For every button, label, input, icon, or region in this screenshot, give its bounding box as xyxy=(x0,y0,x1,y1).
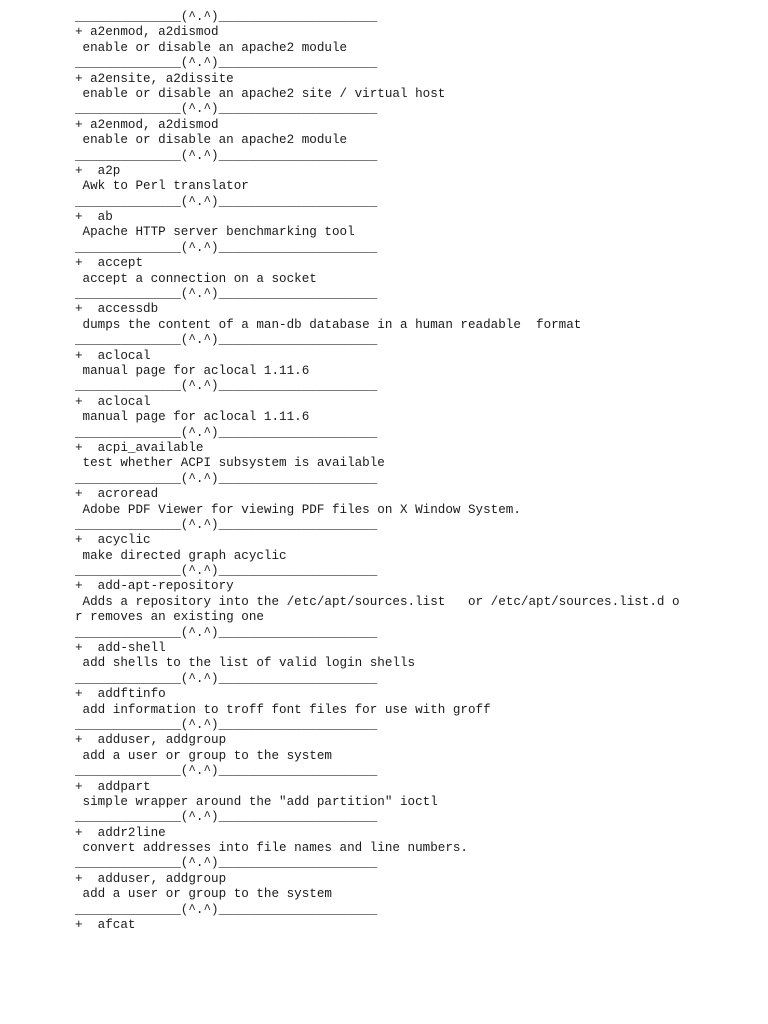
manpage-list xyxy=(75,10,755,933)
separator-line: ______________(^.^)_____________________ xyxy=(75,102,378,117)
command-description: r removes an existing one xyxy=(75,610,264,625)
separator-line: ______________(^.^)_____________________ xyxy=(75,564,378,579)
command-name: + a2enmod, a2dismod xyxy=(75,25,219,40)
command-name: + addftinfo xyxy=(75,687,166,702)
command-description: simple wrapper around the "add partition" ioctl xyxy=(75,794,438,809)
separator-line: ______________(^.^)_____________________ xyxy=(75,10,378,24)
command-name: + aclocal xyxy=(75,394,151,409)
separator-line: ______________(^.^)_____________________ xyxy=(75,810,378,825)
command-description: accept a connection on a socket xyxy=(75,271,317,286)
command-name: + adduser, addgroup xyxy=(75,871,227,886)
command-description: enable or disable an apache2 module xyxy=(75,133,348,148)
separator-line: ______________(^.^)_____________________ xyxy=(75,471,378,486)
command-name: + ab xyxy=(75,210,113,225)
command-description: add information to troff font files for use with groff xyxy=(75,702,491,717)
command-name: + addr2line xyxy=(75,825,166,840)
command-description: Apache HTTP server benchmarking tool xyxy=(75,225,355,240)
command-name: + accessdb xyxy=(75,302,159,317)
separator-line: ______________(^.^)_____________________ xyxy=(75,333,378,348)
command-description: enable or disable an apache2 site / virtual host xyxy=(75,86,446,101)
separator-line: ______________(^.^)_____________________ xyxy=(75,148,378,163)
separator-line: ______________(^.^)_____________________ xyxy=(75,56,378,71)
command-description: add a user or group to the system xyxy=(75,748,332,763)
separator-line: ______________(^.^)_____________________ xyxy=(75,425,378,440)
command-name: + a2enmod, a2dismod xyxy=(75,117,219,132)
command-description: Adds a repository into the /etc/apt/sources.list or /etc/apt/sources.list.d o xyxy=(75,594,680,609)
command-name: + add-apt-repository xyxy=(75,579,234,594)
command-description: test whether ACPI subsystem is available xyxy=(75,456,385,471)
separator-line: ______________(^.^)_____________________ xyxy=(75,902,378,917)
command-name: + addpart xyxy=(75,779,151,794)
command-description: dumps the content of a man-db database in a human readable format xyxy=(75,317,582,332)
separator-line: ______________(^.^)_____________________ xyxy=(75,625,378,640)
separator-line: ______________(^.^)_____________________ xyxy=(75,671,378,686)
command-name: + afcat xyxy=(75,918,136,933)
separator-line: ______________(^.^)_____________________ xyxy=(75,379,378,394)
command-name: + acyclic xyxy=(75,533,151,548)
command-name: + a2p xyxy=(75,163,121,178)
separator-line: ______________(^.^)_____________________ xyxy=(75,856,378,871)
separator-line: ______________(^.^)_____________________ xyxy=(75,240,378,255)
command-description: add a user or group to the system xyxy=(75,887,332,902)
command-description: enable or disable an apache2 module xyxy=(75,40,348,55)
command-description: Adobe PDF Viewer for viewing PDF files on X Window System. xyxy=(75,502,521,517)
command-description: convert addresses into file names and line numbers. xyxy=(75,841,468,856)
command-description: make directed graph acyclic xyxy=(75,548,287,563)
separator-line: ______________(^.^)_____________________ xyxy=(75,517,378,532)
command-name: + a2ensite, a2dissite xyxy=(75,71,234,86)
separator-line: ______________(^.^)_____________________ xyxy=(75,717,378,732)
separator-line: ______________(^.^)_____________________ xyxy=(75,194,378,209)
command-name: + add-shell xyxy=(75,641,166,656)
command-description: manual page for aclocal 1.11.6 xyxy=(75,410,310,425)
command-name: + aclocal xyxy=(75,348,151,363)
command-name: + adduser, addgroup xyxy=(75,733,227,748)
command-description: manual page for aclocal 1.11.6 xyxy=(75,363,310,378)
command-description: add shells to the list of valid login shells xyxy=(75,656,416,671)
command-name: + accept xyxy=(75,256,144,271)
command-name: + acpi_available xyxy=(75,440,204,455)
separator-line: ______________(^.^)_____________________ xyxy=(75,287,378,302)
separator-line: ______________(^.^)_____________________ xyxy=(75,764,378,779)
command-description: Awk to Perl translator xyxy=(75,179,249,194)
command-name: + acroread xyxy=(75,487,159,502)
